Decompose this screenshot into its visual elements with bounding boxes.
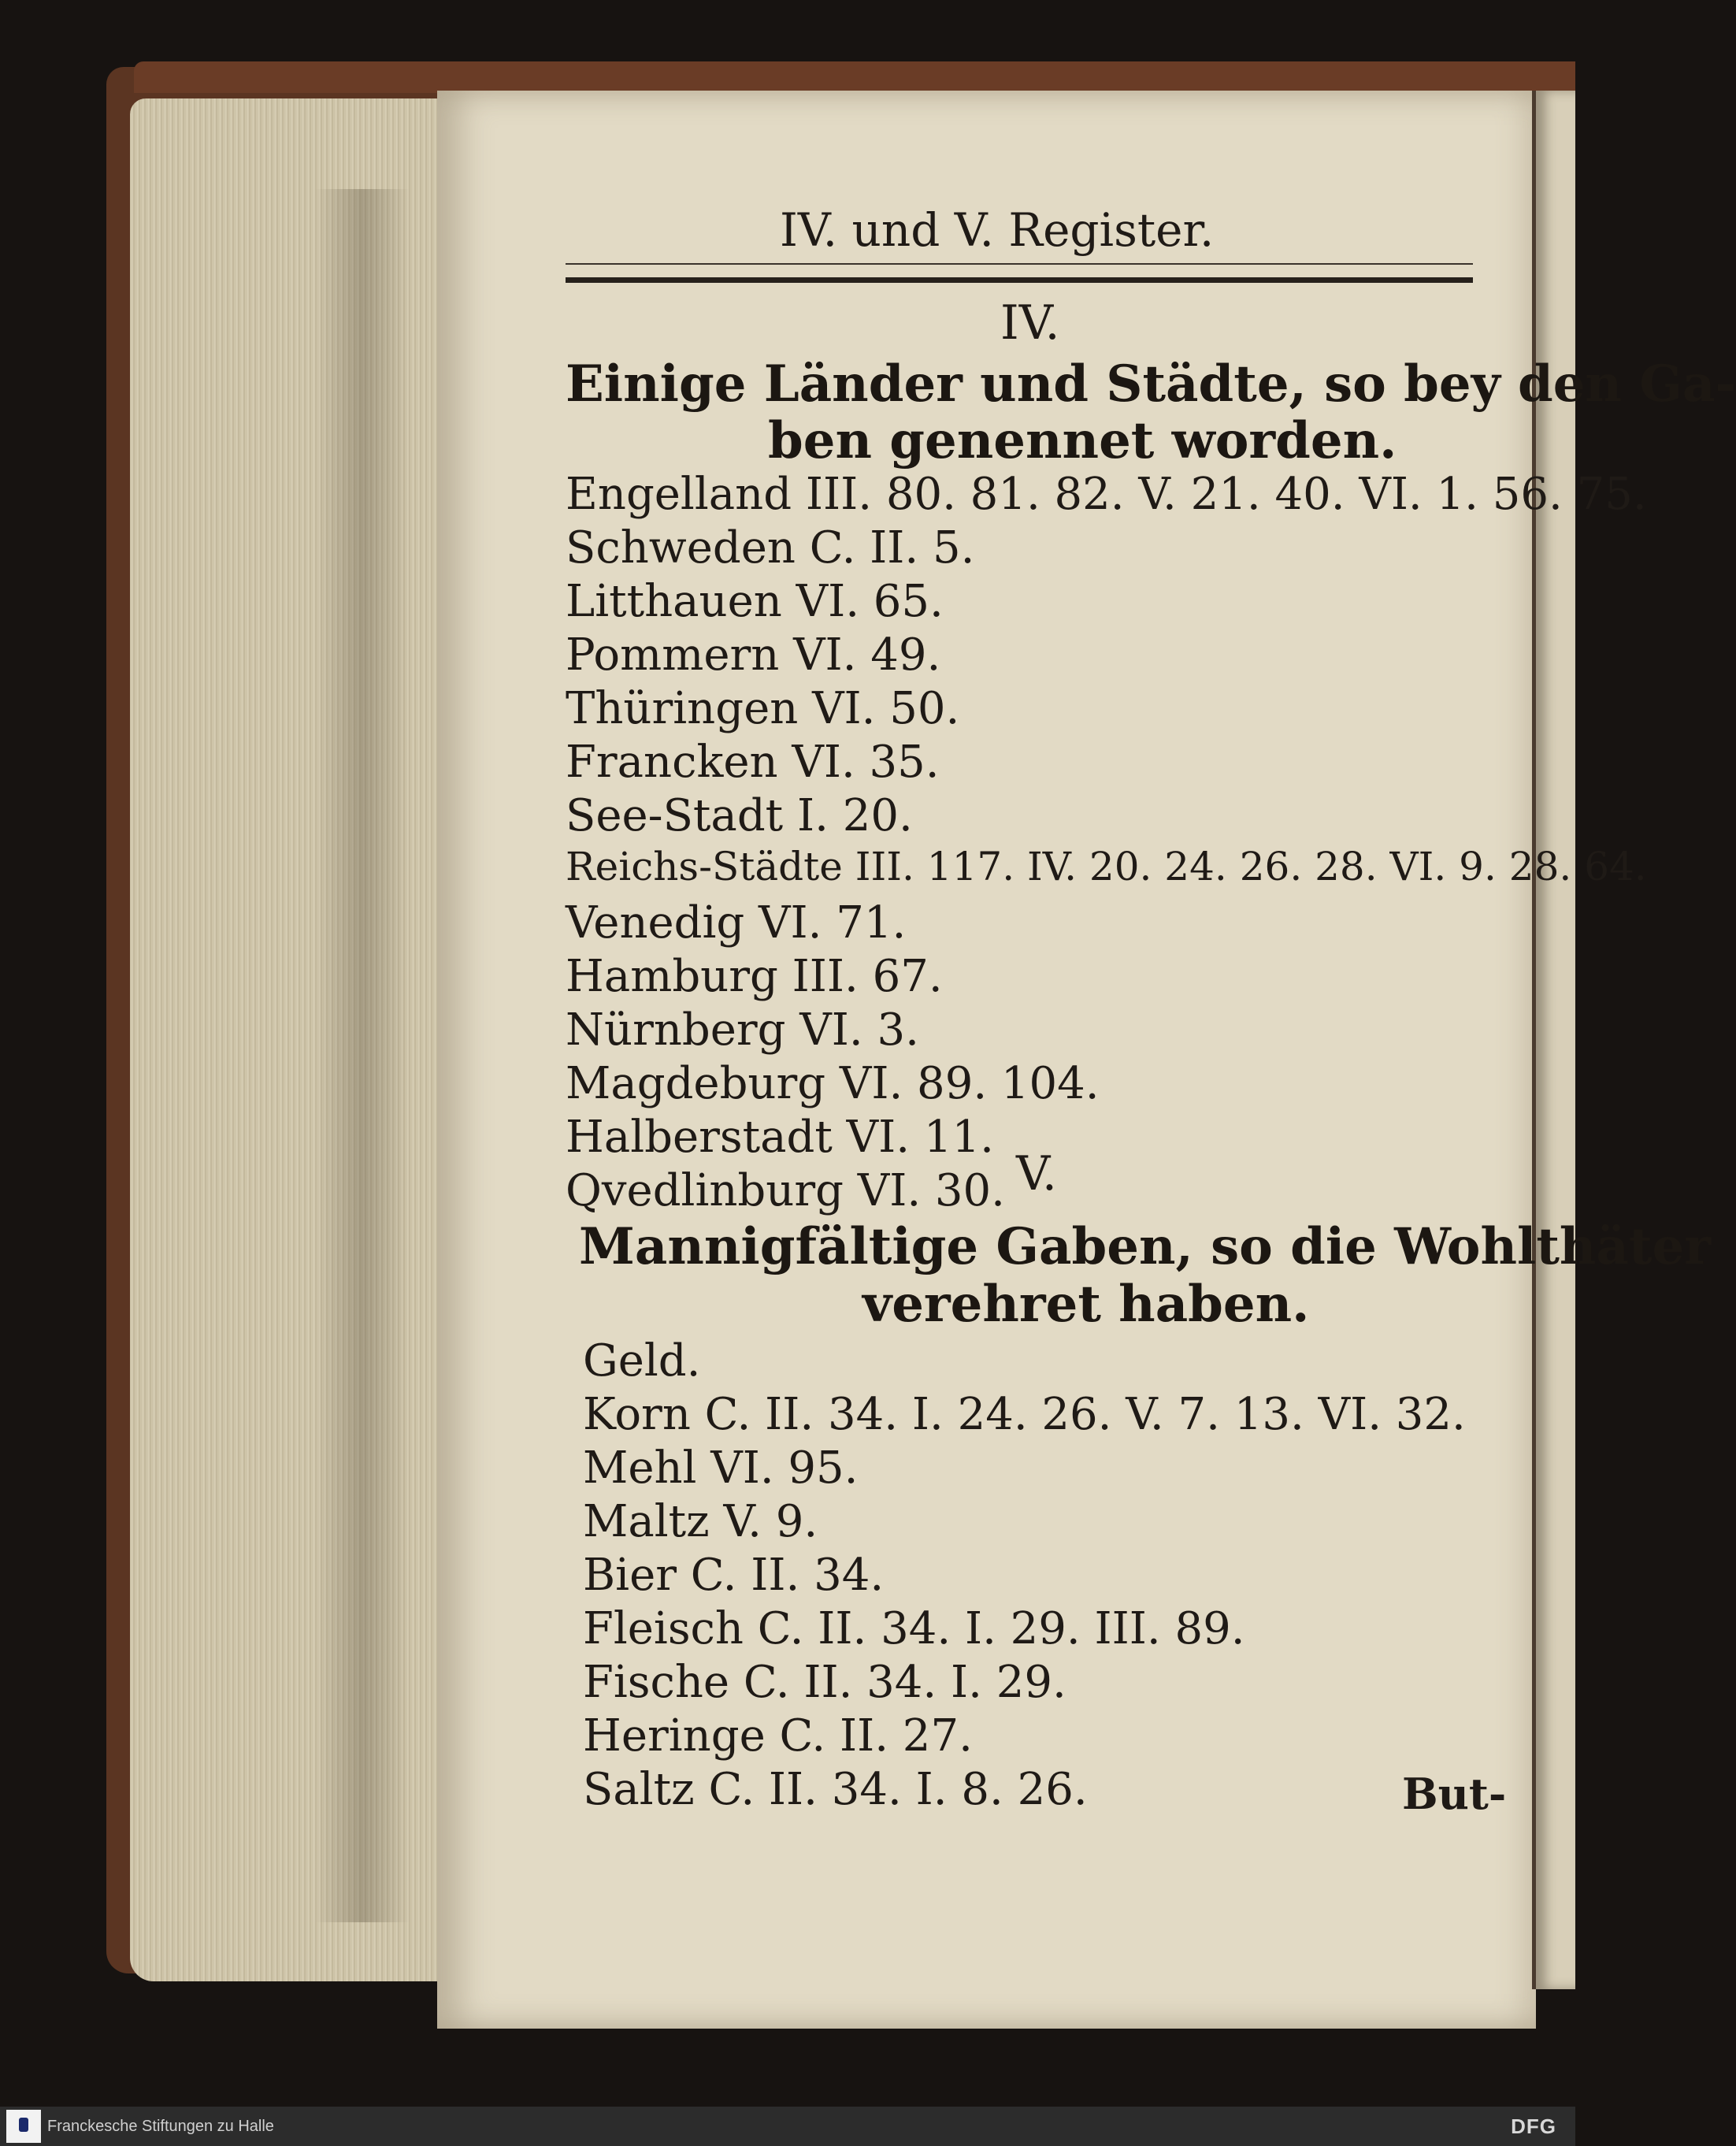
running-head: IV. und V. Register. <box>780 203 1215 257</box>
section-iv-heading-line2: ben genennet worden. <box>768 411 1397 470</box>
section-v-number: V. <box>1016 1146 1057 1201</box>
list-item: Heringe C. II. 27. <box>583 1710 973 1762</box>
list-item: Fische C. II. 34. I. 29. <box>583 1657 1066 1708</box>
book-cover-right-edge <box>1292 61 1575 93</box>
list-item: Fleisch C. II. 34. I. 29. III. 89. <box>583 1603 1245 1654</box>
catchword: But- <box>1402 1769 1507 1819</box>
list-item: Qvedlinburg VI. 30. <box>566 1165 1005 1216</box>
list-item: Pommern VI. 49. <box>566 629 941 681</box>
section-iv-number: IV. <box>1000 295 1060 351</box>
logo-mark <box>19 2118 28 2132</box>
list-item: Nürnberg VI. 3. <box>566 1004 919 1056</box>
list-item: Magdeburg VI. 89. 104. <box>566 1058 1100 1109</box>
list-item: Korn C. II. 34. I. 24. 26. V. 7. 13. VI. 32. <box>583 1389 1466 1440</box>
list-item: Thüringen VI. 50. <box>566 683 960 734</box>
list-item: Engelland III. 80. 81. 82. V. 21. 40. VI. 1. 56. 75. <box>566 469 1647 520</box>
list-item: Maltz V. 9. <box>583 1496 818 1547</box>
head-rule-thin <box>566 263 1473 265</box>
list-item: See-Stadt I. 20. <box>566 790 913 841</box>
section-v-heading-line1: Mannigfältige Gaben, so die Wohlthäter <box>579 1217 1711 1276</box>
page-block-shadow <box>315 189 410 1922</box>
list-item: Bier C. II. 34. <box>583 1550 885 1601</box>
list-item: Halberstadt VI. 11. <box>566 1112 994 1163</box>
section-iv-heading-line1: Einige Länder und Städte, so bey den Ga- <box>566 355 1736 414</box>
list-item: Mehl VI. 95. <box>583 1442 859 1494</box>
institution-logo-icon <box>6 2110 41 2143</box>
list-item: Geld. <box>583 1335 701 1387</box>
list-item: Reichs-Städte III. 117. IV. 20. 24. 26. 28. VI. 9. 28. 64. <box>566 844 1647 889</box>
list-item: Venedig VI. 71. <box>566 897 907 949</box>
section-v-heading-line2: verehret haben. <box>862 1275 1310 1334</box>
institution-name: Franckesche Stiftungen zu Halle <box>47 2118 274 2135</box>
list-item: Saltz C. II. 34. I. 8. 26. <box>583 1764 1088 1815</box>
dfg-logo: DFG <box>1511 2114 1556 2138</box>
list-item: Hamburg III. 67. <box>566 951 943 1002</box>
list-item: Schweden C. II. 5. <box>566 522 975 574</box>
list-item: Francken VI. 35. <box>566 737 940 788</box>
viewer-footer <box>0 2107 1575 2146</box>
list-item: Litthauen VI. 65. <box>566 576 944 627</box>
book-cover-top-edge <box>134 61 1315 93</box>
page-block-edges <box>130 98 461 1981</box>
head-rule <box>566 277 1473 283</box>
